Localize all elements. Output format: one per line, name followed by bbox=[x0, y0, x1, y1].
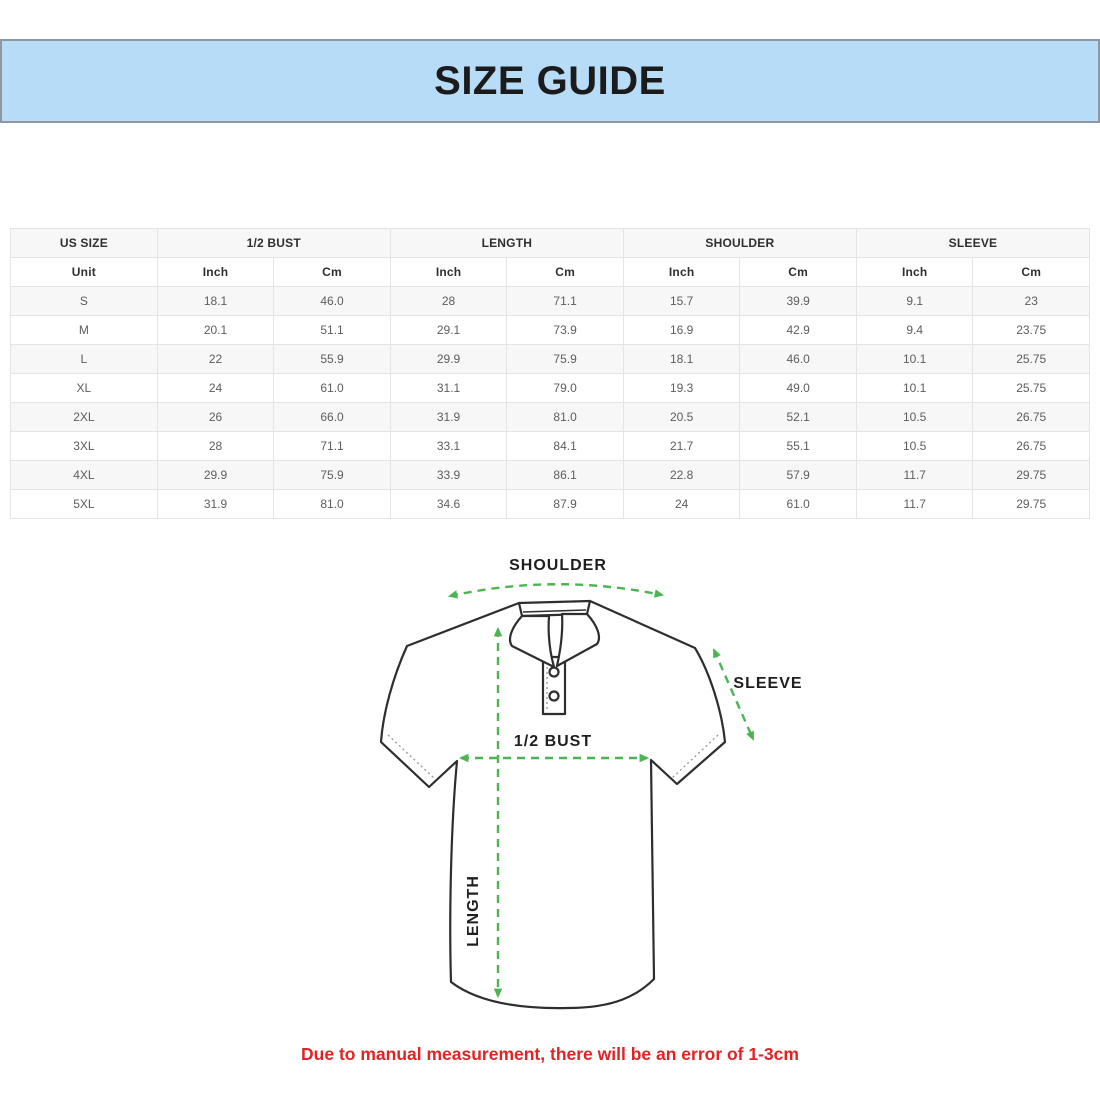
measurement-cell: 55.9 bbox=[274, 345, 391, 374]
size-table-body bbox=[11, 229, 1090, 519]
measurement-cell: 24 bbox=[157, 374, 274, 403]
measurement-cell: 28 bbox=[157, 432, 274, 461]
measurement-cell: 86.1 bbox=[507, 461, 624, 490]
group-header-cell: SLEEVE bbox=[856, 229, 1089, 258]
measurement-cell: 10.1 bbox=[856, 345, 973, 374]
measurement-cell: 46.0 bbox=[740, 345, 857, 374]
measurement-error-note: Due to manual measurement, there will be an error of 1-3cm bbox=[301, 1044, 799, 1064]
measurement-cell: 18.1 bbox=[157, 287, 274, 316]
measurement-cell: 9.4 bbox=[856, 316, 973, 345]
measurement-cell: 75.9 bbox=[274, 461, 391, 490]
button-top bbox=[550, 668, 559, 677]
table-row bbox=[11, 490, 1090, 519]
size-label-cell: 5XL bbox=[11, 490, 158, 519]
unit-header-cell: Inch bbox=[390, 258, 507, 287]
size-label-cell: XL bbox=[11, 374, 158, 403]
measurement-cell: 29.75 bbox=[973, 461, 1090, 490]
size-label-cell: 2XL bbox=[11, 403, 158, 432]
measurement-cell: 73.9 bbox=[507, 316, 624, 345]
measurement-cell: 46.0 bbox=[274, 287, 391, 316]
unit-header-cell: Cm bbox=[507, 258, 624, 287]
unit-header-cell: Inch bbox=[157, 258, 274, 287]
measurement-cell: 81.0 bbox=[507, 403, 624, 432]
measurement-cell: 21.7 bbox=[623, 432, 740, 461]
measurement-cell: 10.1 bbox=[856, 374, 973, 403]
measurement-cell: 33.1 bbox=[390, 432, 507, 461]
measurement-cell: 18.1 bbox=[623, 345, 740, 374]
measurement-cell: 26.75 bbox=[973, 432, 1090, 461]
unit-header-cell: Cm bbox=[274, 258, 391, 287]
measurement-cell: 31.1 bbox=[390, 374, 507, 403]
group-header-cell: SHOULDER bbox=[623, 229, 856, 258]
measurement-cell: 52.1 bbox=[740, 403, 857, 432]
measurement-cell: 57.9 bbox=[740, 461, 857, 490]
shoulder-arrow bbox=[450, 584, 662, 596]
page-title: SIZE GUIDE bbox=[434, 58, 666, 103]
measurement-cell: 34.6 bbox=[390, 490, 507, 519]
measurement-cell: 55.1 bbox=[740, 432, 857, 461]
group-header-cell: LENGTH bbox=[390, 229, 623, 258]
measurement-cell: 23 bbox=[973, 287, 1090, 316]
table-row bbox=[11, 403, 1090, 432]
measurement-cell: 79.0 bbox=[507, 374, 624, 403]
size-label-cell: L bbox=[11, 345, 158, 374]
unit-header-cell: Cm bbox=[973, 258, 1090, 287]
measurement-cell: 26 bbox=[157, 403, 274, 432]
measurement-cell: 42.9 bbox=[740, 316, 857, 345]
measurement-cell: 22 bbox=[157, 345, 274, 374]
size-label-cell: S bbox=[11, 287, 158, 316]
measurement-cell: 20.5 bbox=[623, 403, 740, 432]
polo-shirt-diagram bbox=[380, 545, 803, 1035]
table-row bbox=[11, 345, 1090, 374]
measurement-cell: 71.1 bbox=[507, 287, 624, 316]
measurement-cell: 31.9 bbox=[390, 403, 507, 432]
length-label: LENGTH bbox=[465, 875, 482, 947]
unit-header-row bbox=[11, 258, 1090, 287]
measurement-cell: 71.1 bbox=[274, 432, 391, 461]
measurement-cell: 33.9 bbox=[390, 461, 507, 490]
measurement-cell: 9.1 bbox=[856, 287, 973, 316]
measurement-cell: 10.5 bbox=[856, 403, 973, 432]
measurement-cell: 84.1 bbox=[507, 432, 624, 461]
sleeve-label: SLEEVE bbox=[733, 675, 803, 692]
measurement-cell: 39.9 bbox=[740, 287, 857, 316]
size-label-cell: M bbox=[11, 316, 158, 345]
size-table bbox=[10, 228, 1090, 519]
measurement-cell: 11.7 bbox=[856, 461, 973, 490]
measurement-cell: 26.75 bbox=[973, 403, 1090, 432]
measurement-cell: 15.7 bbox=[623, 287, 740, 316]
button-bottom bbox=[550, 692, 559, 701]
size-label-cell: 4XL bbox=[11, 461, 158, 490]
table-row bbox=[11, 374, 1090, 403]
measurement-cell: 31.9 bbox=[157, 490, 274, 519]
measurement-cell: 25.75 bbox=[973, 345, 1090, 374]
unit-header-cell: Cm bbox=[740, 258, 857, 287]
measurement-cell: 29.9 bbox=[157, 461, 274, 490]
group-header-cell: US SIZE bbox=[11, 229, 158, 258]
table-row bbox=[11, 287, 1090, 316]
measurement-cell: 61.0 bbox=[740, 490, 857, 519]
measurement-cell: 16.9 bbox=[623, 316, 740, 345]
shoulder-label: SHOULDER bbox=[509, 557, 607, 574]
measurement-cell: 23.75 bbox=[973, 316, 1090, 345]
unit-header-cell: Unit bbox=[11, 258, 158, 287]
table-row bbox=[11, 461, 1090, 490]
measurement-cell: 51.1 bbox=[274, 316, 391, 345]
measurement-cell: 75.9 bbox=[507, 345, 624, 374]
table-row bbox=[11, 316, 1090, 345]
measurement-cell: 10.5 bbox=[856, 432, 973, 461]
measurement-cell: 49.0 bbox=[740, 374, 857, 403]
measurement-cell: 29.75 bbox=[973, 490, 1090, 519]
measurement-cell: 29.1 bbox=[390, 316, 507, 345]
unit-header-cell: Inch bbox=[856, 258, 973, 287]
measurement-cell: 11.7 bbox=[856, 490, 973, 519]
measurement-cell: 87.9 bbox=[507, 490, 624, 519]
measurement-cell: 66.0 bbox=[274, 403, 391, 432]
group-header-cell: 1/2 BUST bbox=[157, 229, 390, 258]
measurement-cell: 28 bbox=[390, 287, 507, 316]
measurement-cell: 24 bbox=[623, 490, 740, 519]
measurement-cell: 61.0 bbox=[274, 374, 391, 403]
measurement-cell: 22.8 bbox=[623, 461, 740, 490]
measurement-cell: 20.1 bbox=[157, 316, 274, 345]
measurement-cell: 81.0 bbox=[274, 490, 391, 519]
bust-label: 1/2 BUST bbox=[513, 733, 593, 750]
size-guide-banner bbox=[0, 39, 1100, 123]
measurement-cell: 29.9 bbox=[390, 345, 507, 374]
unit-header-cell: Inch bbox=[623, 258, 740, 287]
size-label-cell: 3XL bbox=[11, 432, 158, 461]
group-header-row bbox=[11, 229, 1090, 258]
polo-shirt-svg bbox=[380, 545, 803, 1035]
table-row bbox=[11, 432, 1090, 461]
measurement-cell: 25.75 bbox=[973, 374, 1090, 403]
measurement-cell: 19.3 bbox=[623, 374, 740, 403]
